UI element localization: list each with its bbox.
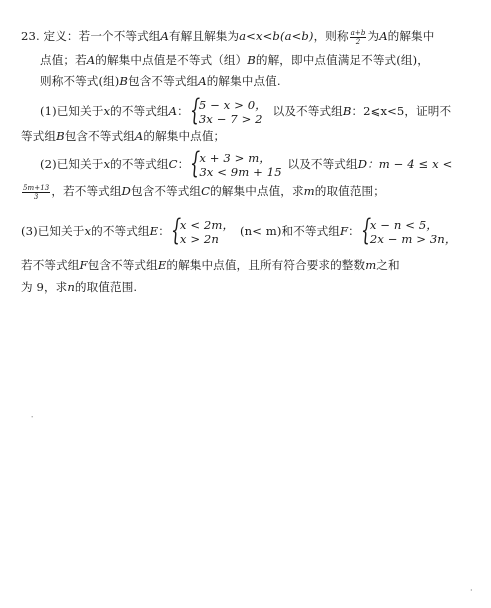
problem-number: 23. [21, 29, 40, 43]
ineq-a-x-b: a<x<b(a<b) [239, 29, 314, 43]
part-3-line-2: 若不等式组F包含不等式组E的解集中点值，且所有符合要求的整数m之和 [21, 258, 400, 272]
problem-intro-line-2: 点值；若A的解集中点值是不等式（组）B的解，即中点值满足不等式(组)， [40, 53, 429, 67]
part-2-line-1: (2)已知关于x的不等式组C： { x + 3 > m， 3x < 9m + 15 以及不等式组D：m − 4 ≤ x < [40, 146, 453, 180]
inequality-system-a: { 5 − x > 0， 3x − 7 > 2 [189, 93, 267, 127]
part-1-line-1: (1)已知关于x的不等式组A： { 5 − x > 0， 3x − 7 > 2 以及不等式组B：2⩽x<5，证明不 [40, 93, 452, 127]
problem-intro-line-1: 23. 定义：若一个不等式组A有解且解集为a<x<b(a<b)，则称 $\frac{a+b}{2}$ 为A的解集中 [21, 28, 435, 46]
part-3-line-3: 为 9，求n的取值范围. [21, 280, 138, 294]
inequality-system-c: { x + 3 > m， 3x < 9m + 15 [190, 146, 282, 180]
scan-speck: ٠ [30, 412, 35, 421]
part-1-line-2: 等式组B包含不等式组A的解集中点值； [21, 129, 226, 143]
inequality-system-f: { x − n < 5， 2x − m > 3n， [360, 213, 457, 247]
scan-speck: · [470, 586, 473, 595]
fraction-a-plus-b-over-2: $\frac{a+b}{2}$ [350, 28, 366, 46]
part-3-line-1: (3)已知关于x的不等式组E： { x < 2m， x > 2n (n< m)和不等式组F： { x − n < 5， 2x − m > 3n， [21, 213, 457, 247]
problem-intro-line-3: 则称不等式(组)B包含不等式组A的解集中点值. [40, 74, 281, 88]
inequality-system-e: { x < 2m， x > 2n [170, 213, 235, 247]
fraction-5m-plus-13-over-3: $\frac{5m+13}{3}$ [23, 183, 50, 201]
part-2-line-2: $\frac{5m+13}{3}$ ，若不等式组D包含不等式组C的解集中点值，求m的取值范围； [23, 183, 385, 201]
